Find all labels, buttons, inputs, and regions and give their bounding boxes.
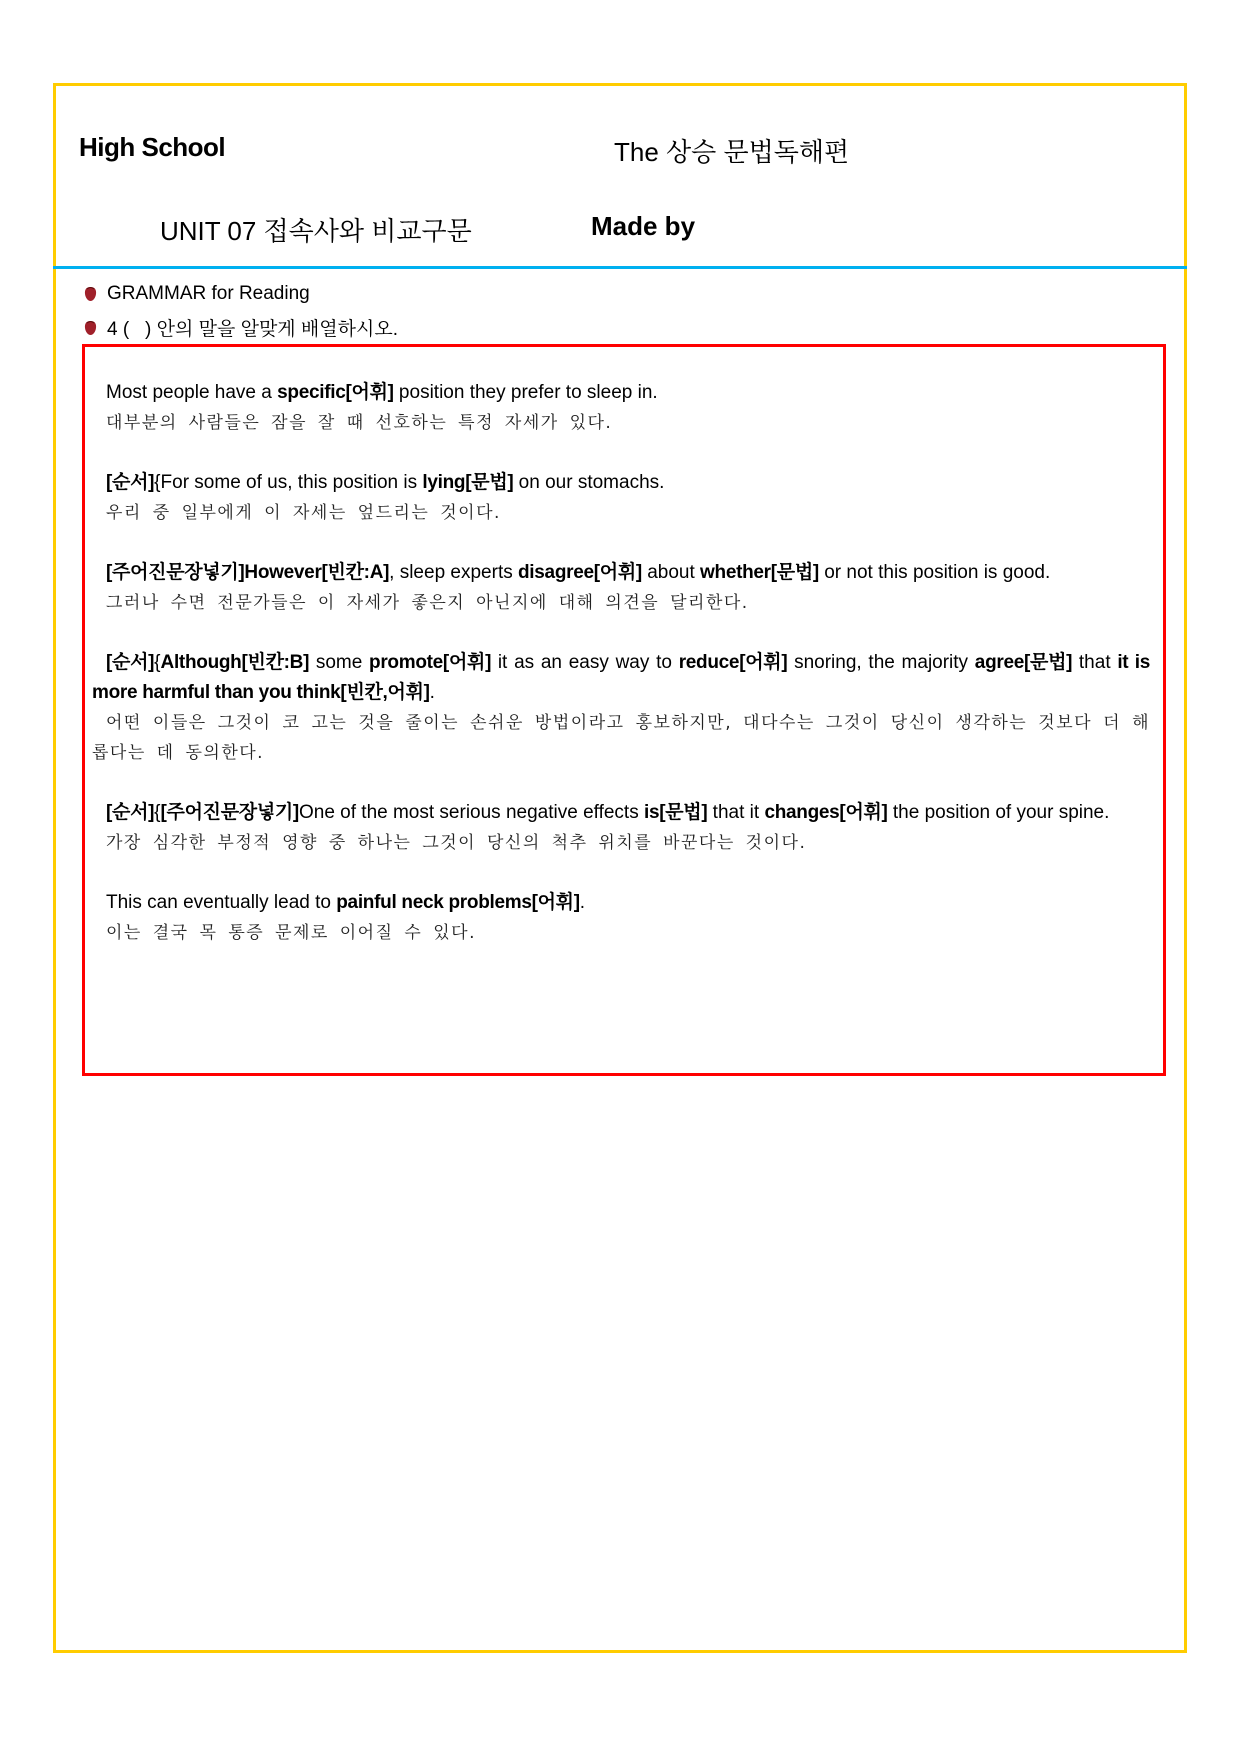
- marked-phrase: [순서]: [106, 652, 155, 673]
- korean-translation: [92, 828, 1150, 858]
- sentence-item: [92, 798, 1150, 858]
- sentence-text: This can eventually lead to: [106, 892, 337, 913]
- sentence-text: that: [1072, 652, 1118, 673]
- korean-translation: [92, 408, 1150, 438]
- sentence-text: the position of your spine.: [887, 802, 1110, 823]
- korean-translation: [92, 708, 1150, 768]
- sentence-text: {: [154, 802, 161, 823]
- translation-text: 우리 중 일부에게 이 자세는 엎드리는 것이다.: [106, 503, 501, 523]
- section-heading-text: GRAMMAR for Reading: [107, 283, 310, 304]
- english-sentence: [92, 888, 1150, 918]
- sentence-text: position they prefer to sleep in.: [393, 382, 658, 403]
- sentence-text: some: [309, 652, 370, 673]
- marked-phrase: promote[어휘]: [369, 652, 492, 673]
- english-sentence: [92, 468, 1150, 498]
- marked-phrase: changes[어휘]: [764, 802, 888, 823]
- sentence-item: [92, 888, 1150, 948]
- sentence-item: [92, 648, 1150, 768]
- unit-title: UNIT 07 접속사와 비교구문: [160, 216, 472, 246]
- strawberry-bullet-icon: [84, 286, 97, 302]
- marked-phrase: reduce[어휘]: [678, 652, 788, 673]
- translation-text: 대부분의 사람들은 잠을 잘 때 선호하는 특정 자세가 있다.: [106, 413, 613, 433]
- question-instruction: [84, 314, 398, 341]
- sentence-text: , sleep experts: [389, 562, 518, 583]
- translation-text: 가장 심각한 부정적 영향 중 하나는 그것이 당신의 척추 위치를 바꾼다는 것이다.: [106, 833, 807, 853]
- sentence-text: {: [154, 652, 161, 673]
- marked-phrase: [순서]: [106, 472, 155, 493]
- section-heading: [84, 283, 310, 305]
- english-sentence: [92, 378, 1150, 408]
- sentence-item: [92, 558, 1150, 618]
- marked-phrase: lying[문법]: [422, 472, 514, 493]
- marked-phrase: [주어진문장넣기]However[빈칸:A]: [106, 562, 390, 583]
- korean-translation: [92, 588, 1150, 618]
- sentence-text: {For some of us, this position is: [154, 472, 423, 493]
- header-divider: [53, 266, 1187, 269]
- marked-phrase: is[문법]: [643, 802, 708, 823]
- translation-text: 이는 결국 목 통증 문제로 이어질 수 있다.: [106, 923, 476, 943]
- marked-phrase: [순서]: [106, 802, 155, 823]
- sentence-item: [92, 378, 1150, 438]
- question-instruction-text: 4 ( ) 안의 말을 알맞게 배열하시오.: [107, 319, 398, 340]
- english-sentence: [92, 798, 1150, 828]
- english-sentence: [92, 648, 1150, 708]
- sentence-text: snoring, the majority: [787, 652, 975, 673]
- sentence-text: that it: [707, 802, 765, 823]
- marked-phrase: it is more harmful than you think[빈칸,어휘]: [92, 652, 1151, 703]
- marked-phrase: Although[빈칸:B]: [160, 652, 310, 673]
- strawberry-bullet-icon: [84, 320, 97, 336]
- marked-phrase: whether[문법]: [700, 562, 819, 583]
- sentence-text: or not this position is good.: [818, 562, 1051, 583]
- sentence-item: [92, 468, 1150, 528]
- marked-phrase: [주어진문장넣기]: [160, 802, 299, 823]
- korean-translation: [92, 498, 1150, 528]
- marked-phrase: painful neck problems[어휘]: [336, 892, 580, 913]
- sentence-text: .: [579, 892, 586, 913]
- level-label: High School: [79, 132, 226, 162]
- translation-text: 그러나 수면 전문가들은 이 자세가 좋은지 아닌지에 대해 의견을 달리한다.: [106, 593, 749, 613]
- sentence-text: it as an easy way to: [491, 652, 679, 673]
- passage: [92, 378, 1150, 978]
- english-sentence: [92, 558, 1150, 588]
- made-by-label: Made by: [591, 211, 696, 241]
- sentence-text: on our stomachs.: [513, 472, 665, 493]
- book-title: The 상승 문법독해편: [614, 137, 850, 167]
- sentence-text: .: [429, 682, 435, 703]
- marked-phrase: disagree[어휘]: [518, 562, 642, 583]
- marked-phrase: agree[문법]: [974, 652, 1073, 673]
- sentence-text: about: [641, 562, 701, 583]
- sentence-text: One of the most serious negative effects: [298, 802, 644, 823]
- marked-phrase: specific[어휘]: [277, 382, 394, 403]
- sentence-text: Most people have a: [106, 382, 278, 403]
- korean-translation: [92, 918, 1150, 948]
- translation-text: 어떤 이들은 그것이 코 고는 것을 줄이는 손쉬운 방법이라고 홍보하지만, 대다수는 그것이 당신이 생각하는 것보다 더 해롭다는 데 동의한다.: [92, 713, 1150, 763]
